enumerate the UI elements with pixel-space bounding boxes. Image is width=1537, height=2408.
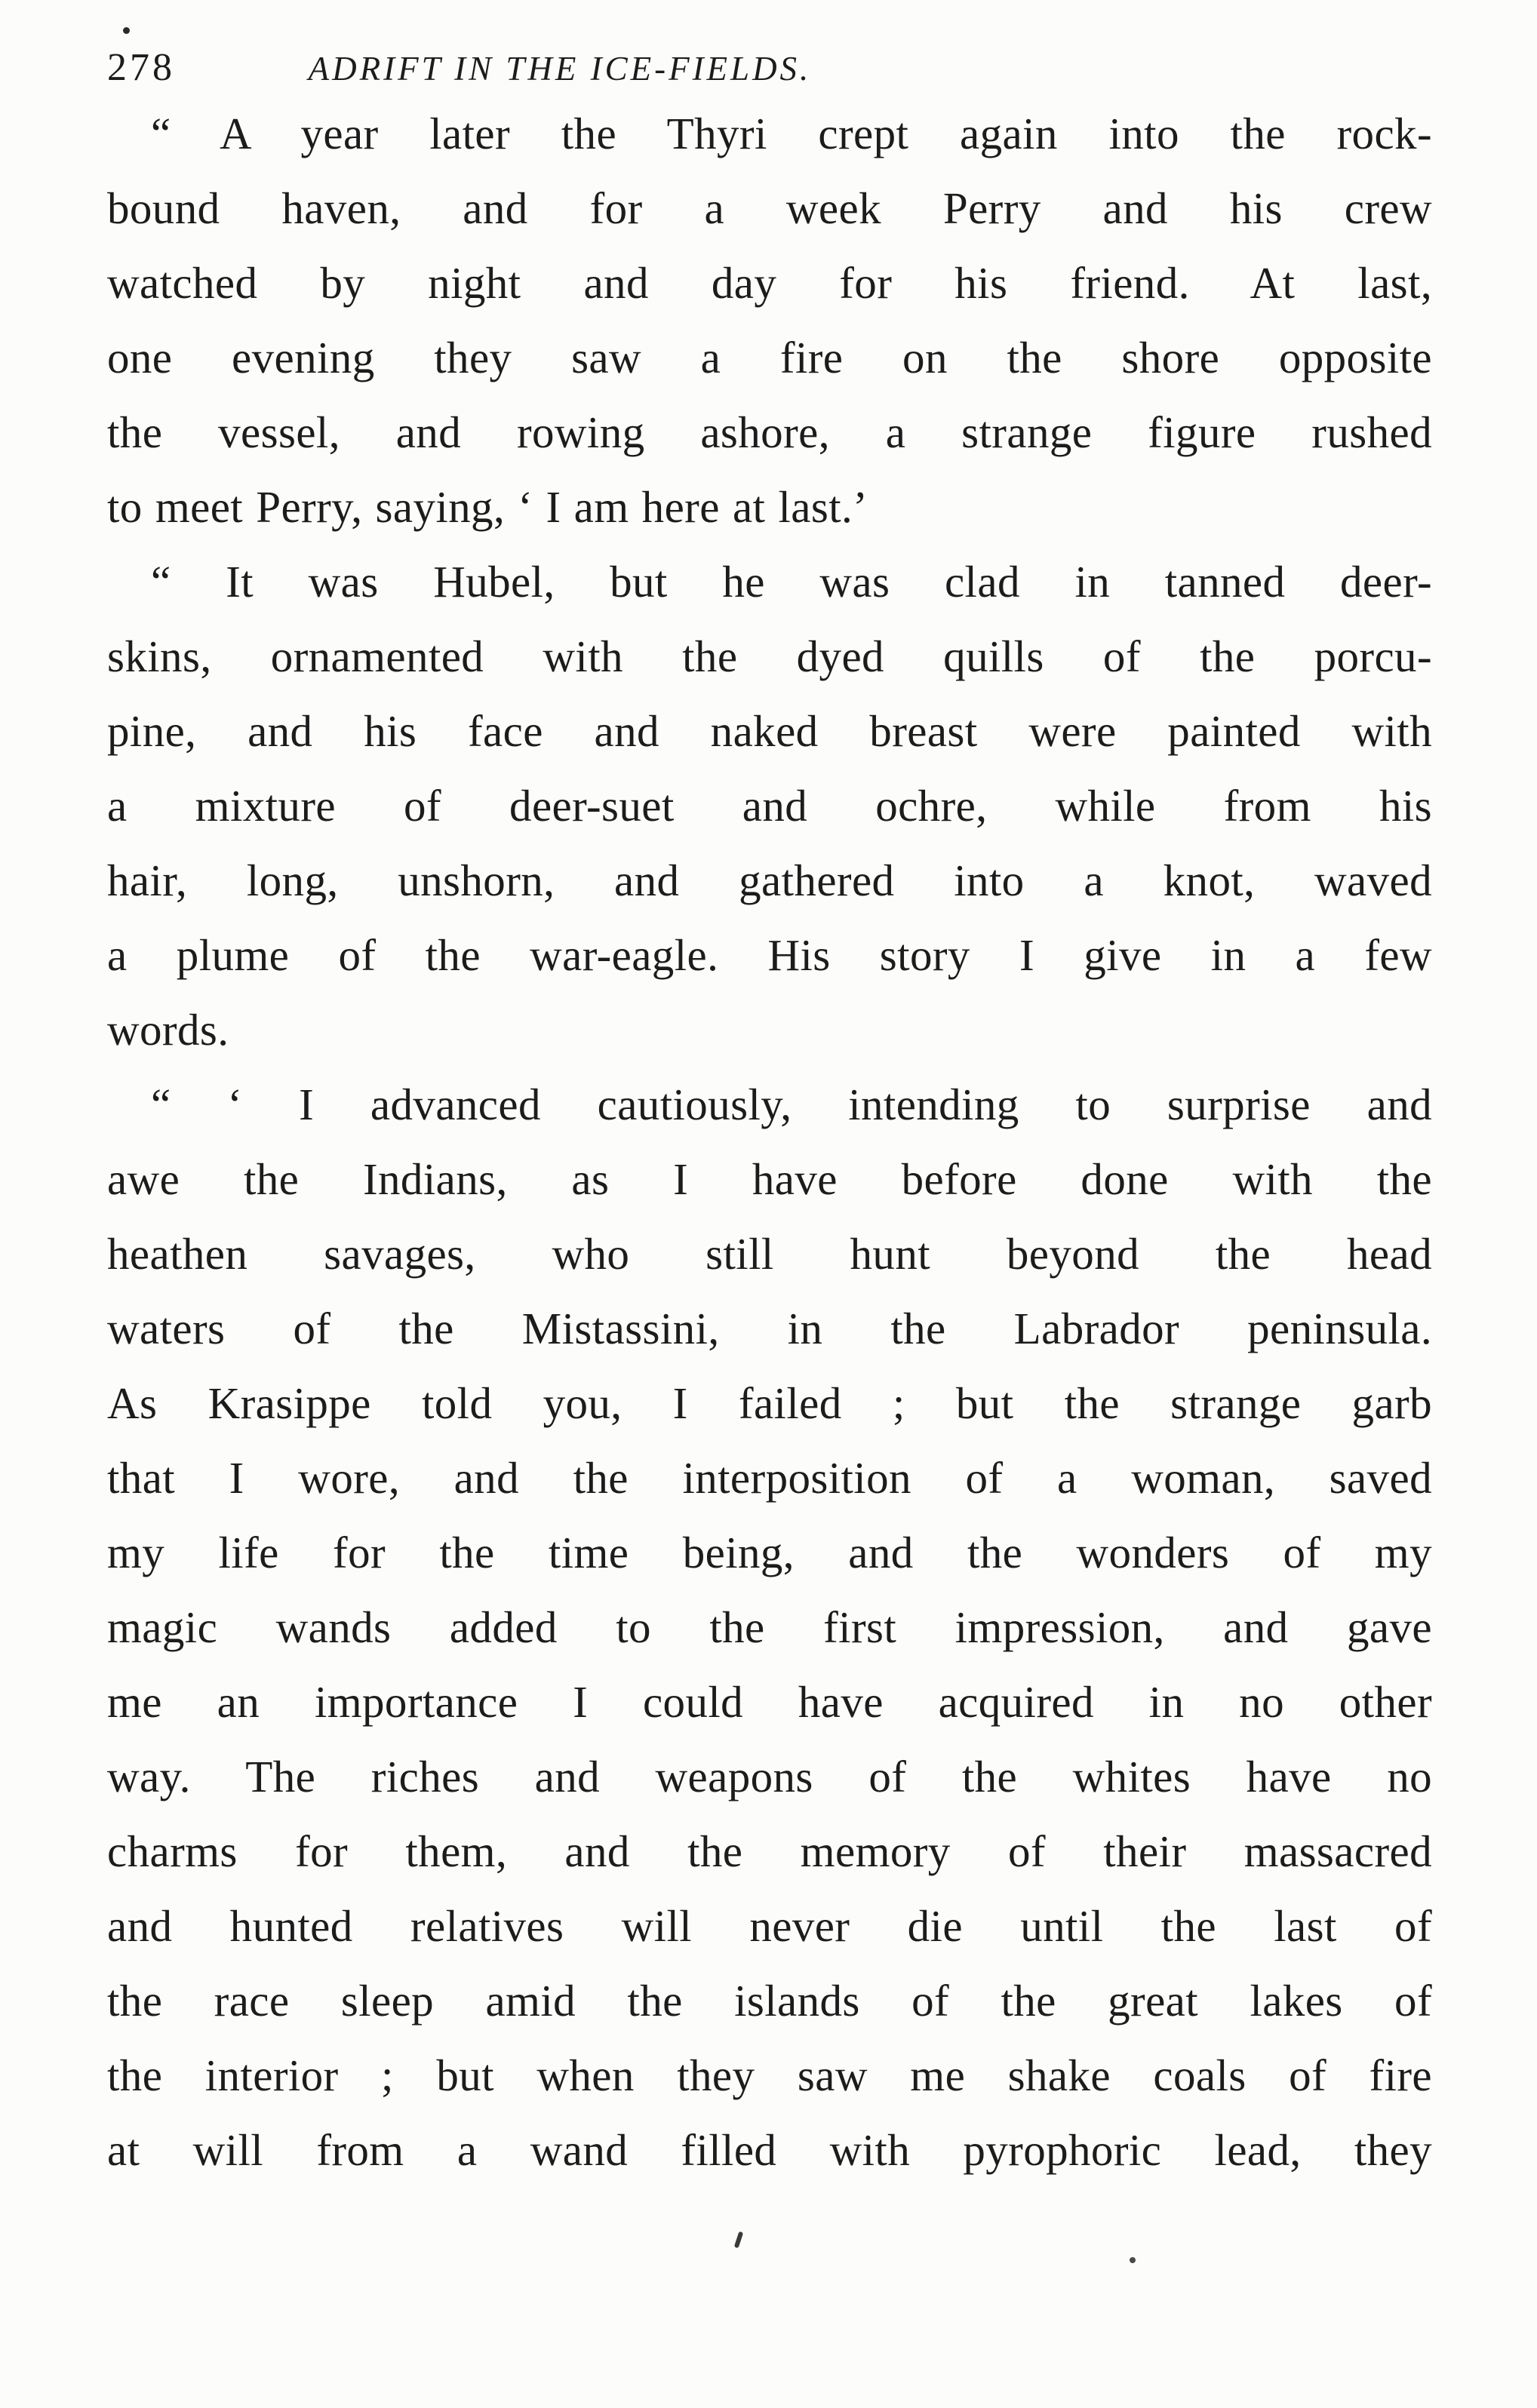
text-line: As Krasippe told you, I failed ; but the strange garb (107, 1378, 1432, 1428)
page-number: 278 (107, 46, 175, 89)
text-line: awe the Indians, as I have before done with the (107, 1154, 1432, 1204)
text-line: a plume of the war-eagle. His story I give in a few (107, 930, 1432, 980)
text-line: pine, and his face and naked breast were painted with (107, 706, 1432, 756)
text-block (107, 38, 1432, 2188)
text-line: the race sleep amid the islands of the great lakes of (107, 1976, 1432, 2026)
text-line: to meet Perry, saying, ‘ I am here at last.’ (107, 482, 868, 532)
text-line: the interior ; but when they saw me shake coals of fire (107, 2050, 1432, 2100)
text-line: waters of the Mistassini, in the Labrador peninsula. (107, 1304, 1432, 1353)
text-line: hair, long, unshorn, and gathered into a knot, waved (107, 855, 1432, 905)
text-line: one evening they saw a fire on the shore opposite (107, 333, 1432, 382)
paragraph (107, 97, 1432, 545)
text-line: magic wands added to the first impression, and gave (107, 1602, 1432, 1652)
page-header (107, 38, 1432, 88)
page-body (107, 97, 1432, 2188)
text-line: and hunted relatives will never die until the last of (107, 1901, 1432, 1951)
text-line: me an importance I could have acquired in no other (107, 1677, 1432, 1727)
text-line: that I wore, and the interposition of a woman, saved (107, 1453, 1432, 1503)
text-line: heathen savages, who still hunt beyond the head (107, 1229, 1432, 1279)
text-line: a mixture of deer-suet and ochre, while from his (107, 781, 1432, 831)
text-line: way. The riches and weapons of the whites have no (107, 1752, 1432, 1801)
scan-artifact-dot (1130, 2257, 1136, 2263)
scan-artifact-mark (734, 2231, 744, 2249)
scan-artifact-dot (123, 27, 130, 34)
text-line: “ It was Hubel, but he was clad in tanned deer- (151, 557, 1432, 607)
text-line: skins, ornamented with the dyed quills of the porcu- (107, 631, 1432, 681)
text-line: watched by night and day for his friend. At last, (107, 258, 1432, 308)
text-line: bound haven, and for a week Perry and his crew (107, 183, 1432, 233)
text-line: “ A year later the Thyri crept again into the rock- (151, 109, 1432, 158)
text-line: charms for them, and the memory of their massacred (107, 1826, 1432, 1876)
paragraph (107, 545, 1432, 1067)
text-line: at will from a wand filled with pyrophoric lead, they (107, 2125, 1432, 2175)
text-line: words. (107, 1005, 229, 1055)
text-line: the vessel, and rowing ashore, a strange figure rushed (107, 407, 1432, 457)
paragraph (107, 1067, 1432, 2188)
text-line: my life for the time being, and the wonders of my (107, 1528, 1432, 1577)
running-title: ADRIFT IN THE ICE-FIELDS. (308, 50, 812, 88)
text-line: “ ‘ I advanced cautiously, intending to surprise and (151, 1080, 1432, 1129)
